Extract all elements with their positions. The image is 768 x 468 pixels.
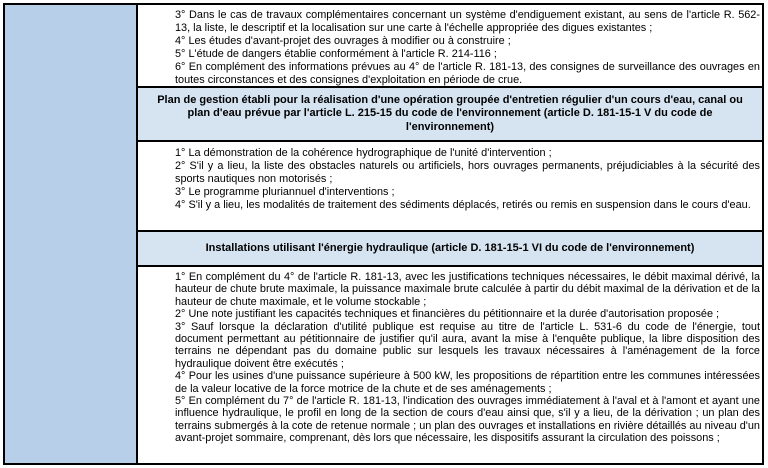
section-content-plan-gestion [138, 142, 762, 232]
list-item: 2° S'il y a lieu, la liste des obstacles naturels ou artificiels, hors ouvrages permanents, préjudiciables à la sécurité des sports nautiques non motorisés ; [175, 160, 760, 185]
section-header-text: Installations utilisant l'énergie hydraulique (article D. 181-15-1 VI du code de l'environnement) [205, 241, 695, 254]
list-item: 6° En complément des informations prévues au 4° de l'article R. 181-13, des consignes de surveillance des ouvrages en toutes circonstances et des consignes d'exploitation en période de crue. [175, 61, 760, 86]
section-header-plan-gestion [138, 88, 762, 142]
list-item: 1° La démonstration de la cohérence hydrographique de l'unité d'intervention ; [175, 147, 552, 159]
requirements-table [3, 3, 764, 465]
list-item: 3° Sauf lorsque la déclaration d'utilité publique est requise au titre de l'article L. 531-6 du code de l'énergie, tout document permettant au pétitionnaire de justifier qu'il aura, avant la mise à l'enquête publique, la libre disposition des terrains ne dépendant pas du domaine public sur lesquels les travaux nécessaires à l'aménagement de la force hydraulique doivent être exécutés ; [175, 320, 760, 370]
list-item: 5° L'étude de dangers établie conformément à l'article R. 214-116 ; [175, 48, 497, 60]
list-item: 1° En complément du 4° de l'article R. 181-13, avec les justifications techniques nécessaires, le débit maximal dérivé, la hauteur de chute brute maximale, la puissance maximale brute calculée à partir du débit maximal de la dérivation et de la hauteur de chute maximale, et le volume stockable ; [175, 271, 760, 308]
list-item: 3° Dans le cas de travaux complémentaires concernant un système d'endiguement existant, au sens de l'article R. 562-13, la liste, le descriptif et la localisation sur une carte à l'échelle appropriée des digues existantes ; [175, 9, 760, 34]
left-category-cell [5, 5, 138, 463]
section-content-systeme-endiguement [138, 5, 762, 88]
table-right-column [138, 5, 762, 463]
list-item: 4° S'il y a lieu, les modalités de traitement des sédiments déplacés, retirés ou remis en suspension dans le cours d'eau. [175, 199, 751, 211]
section-header-energie-hydraulique [138, 232, 762, 267]
list-item: 2° Une note justifiant les capacités techniques et financières du pétitionnaire et la durée d'autorisation proposée ; [175, 308, 720, 321]
list-item: 3° Le programme pluriannuel d'interventions ; [175, 186, 395, 198]
section-header-text: Plan de gestion établi pour la réalisation d'une opération groupée d'entretien régulier d'un cours d'eau, canal ou plan d'eau prévue par l'article L. 215-15 du code de l'environnement (article D. 181-15-1 V du code de l'environnement) [157, 93, 743, 133]
list-item: 5° En complément du 7° de l'article R. 181-13, l'indication des ouvrages immédiatement à l'aval et à l'amont et ayant une influence hydraulique, le profil en long de la section de cours d'eau ainsi que, s'il y a lieu, de la dérivation ; un plan des terrains submergés à la cote de retenue normale ; un plan des ouvrages et installations en rivière détaillés au niveau d'un avant-projet sommaire, comprenant, dès lors que nécessaire, les dispositifs assurant la circulation des poissons ; [175, 395, 760, 445]
list-item: 4° Pour les usines d'une puissance supérieure à 500 kW, les propositions de répartition entre les communes intéressées de la valeur locative de la force motrice de la chute et de ses aménagements ; [175, 370, 760, 395]
list-item: 4° Les études d'avant-projet des ouvrages à modifier ou à construire ; [175, 35, 511, 47]
section-content-energie-hydraulique [138, 267, 762, 463]
